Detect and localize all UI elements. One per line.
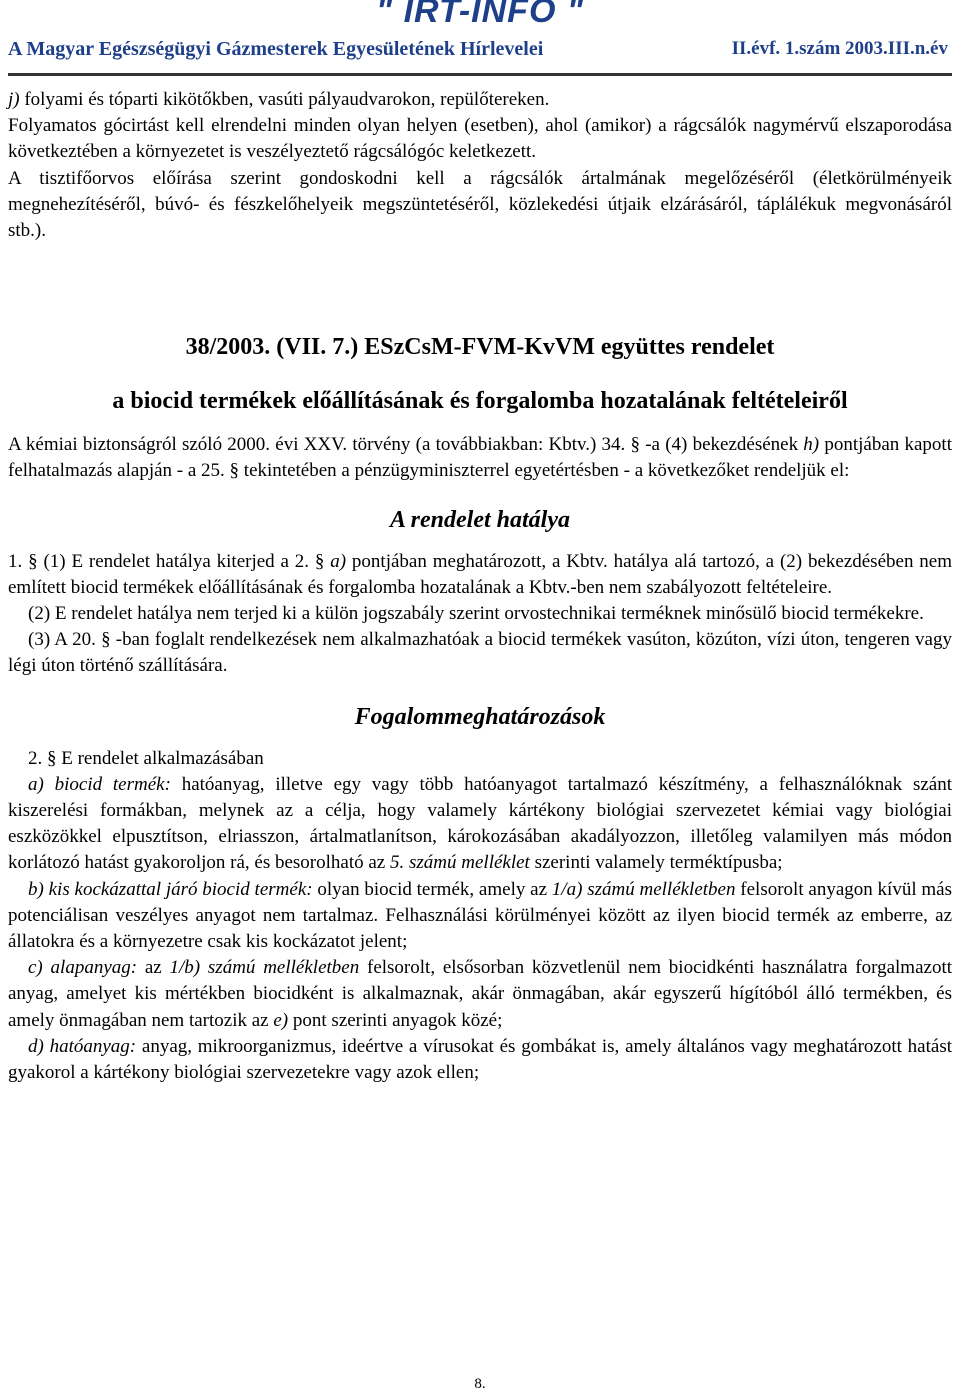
decree-subtitle: a biocid termékek előállításának és forgalomba hozatalának feltételeiről [112, 388, 848, 415]
header-divider [8, 73, 952, 76]
intro-line-j: j) folyami és tóparti kikötőkben, vasúti pályaudvarokon, repülőtereken. [8, 89, 550, 110]
document-body [8, 87, 952, 1086]
page-number: 8. [474, 1376, 486, 1392]
issue-info: II.évf. 1.szám 2003.III.n.év [731, 38, 948, 59]
paragraph-health-officer: A tisztifőorvos előírása szerint gondoskodni kell a rágcsálók ártalmának megelőzéséről (életkörülményeik megnehezítéséről, búvó- és fészkelőhelyeik megszüntetéséről, közlekedési útjaik elzárásáról, táplálékuk megvonásáról stb.). [8, 167, 952, 242]
definitions-intro: 2. § E rendelet alkalmazásában [28, 747, 264, 769]
decree-title: 38/2003. (VII. 7.) ESzCsM-FVM-KvVM együttes rendelet [185, 334, 775, 361]
definition-d: d) hatóanyag: anyag, mikroorganizmus, ideértve a vírusokat és gombákat is, amely általános vagy meghatározott hatást gyakorol a kártékony biológiai szervezetekre vagy azok ellen; [8, 1035, 952, 1084]
scope-paragraph-3: (3) A 20. § -ban foglalt rendelkezések nem alkalmazhatóak a biocid termékek vasúton, közúton, vízi úton, tengeren vagy légi úton történő szállítására. [8, 629, 952, 677]
paragraph-focal-extermination: Folyamatos gócirtást kell elrendelni minden olyan helyen (esetben), ahol (amikor) a rágcsálók nagymérvű elszaporodása következtében a környezetet is veszélyeztető rágcsálógóc keletkezett. [8, 115, 952, 163]
section-heading-definitions: Fogalommeghatározások [354, 703, 606, 730]
item-label: j) [8, 89, 20, 110]
decree-preamble: A kémiai biztonságról szóló 2000. évi XXV. törvény (a továbbiakban: Kbtv.) 34. § -a (4) bekezdésének h) pontjában kapott felhatalmazás alapján - a 25. § tekintetében a pénzügyminiszterrel egyetértésben - a következőket rendeljük el: [8, 434, 952, 482]
scope-paragraph-1: 1. § (1) E rendelet hatálya kiterjed a 2. § a) pontjában meghatározott, a Kbtv. hatálya alá tartozó, a (2) bekezdésében nem említett biocid termékek előállításának és forgalomba hozatalának a Kbtv.-ben nem szabályozott feltételeire. [8, 550, 953, 598]
organization-name: A Magyar Egészségügyi Gázmesterek Egyesületének Hírlevelei [8, 38, 544, 60]
definition-c: c) alapanyag: az 1/b) számú mellékletben felsorolt, elsősorban közvetlenül nem biocidkénti használatra forgalmazott anyag, amelyet kis mértékben biocidként is alkalmaznak, akár önmagában, akár egyszerű hígítóból álló termékben, és amely önmagában nem tartozik az e) pont szerinti anyagok közé; [8, 957, 953, 1031]
scope-paragraph-2: (2) E rendelet hatálya nem terjed ki a külön jogszabály szerint orvostechnikai terméknek minősülő biocid termékekre. [28, 603, 924, 625]
newsletter-title: " IRT-INFO " [376, 0, 584, 30]
header-subline [8, 38, 952, 68]
definition-a: a) biocid termék: hatóanyag, illetve egy vagy több hatóanyagot tartalmazó készítmény, a felhasználóknak szánt kiszerelési formákban, melynek az a célja, hogy valamely kártékony biológiai szervezetet kémiai vagy biológiai eszközökkel elpusztítson, elriasszon, ártalmatlanítson, károkozásában akadályozzon, illetőleg valamilyen más módon korlátozó hatást gyakoroljon rá, és besorolható az 5. számú melléklet szerinti valamely terméktípusba; [8, 773, 953, 874]
section-heading-scope: A rendelet hatálya [390, 506, 570, 533]
definition-b: b) kis kockázattal járó biocid termék: olyan biocid termék, amely az 1/a) számú mellékletben felsorolt anyagon kívül más potenciálisan veszélyes anyagot nem tartalmaz. Felhasználási körülményei között az ilyen biocid termék az emberre, az állatokra és a környezetre csak kis kockázatot jelent; [8, 878, 952, 953]
